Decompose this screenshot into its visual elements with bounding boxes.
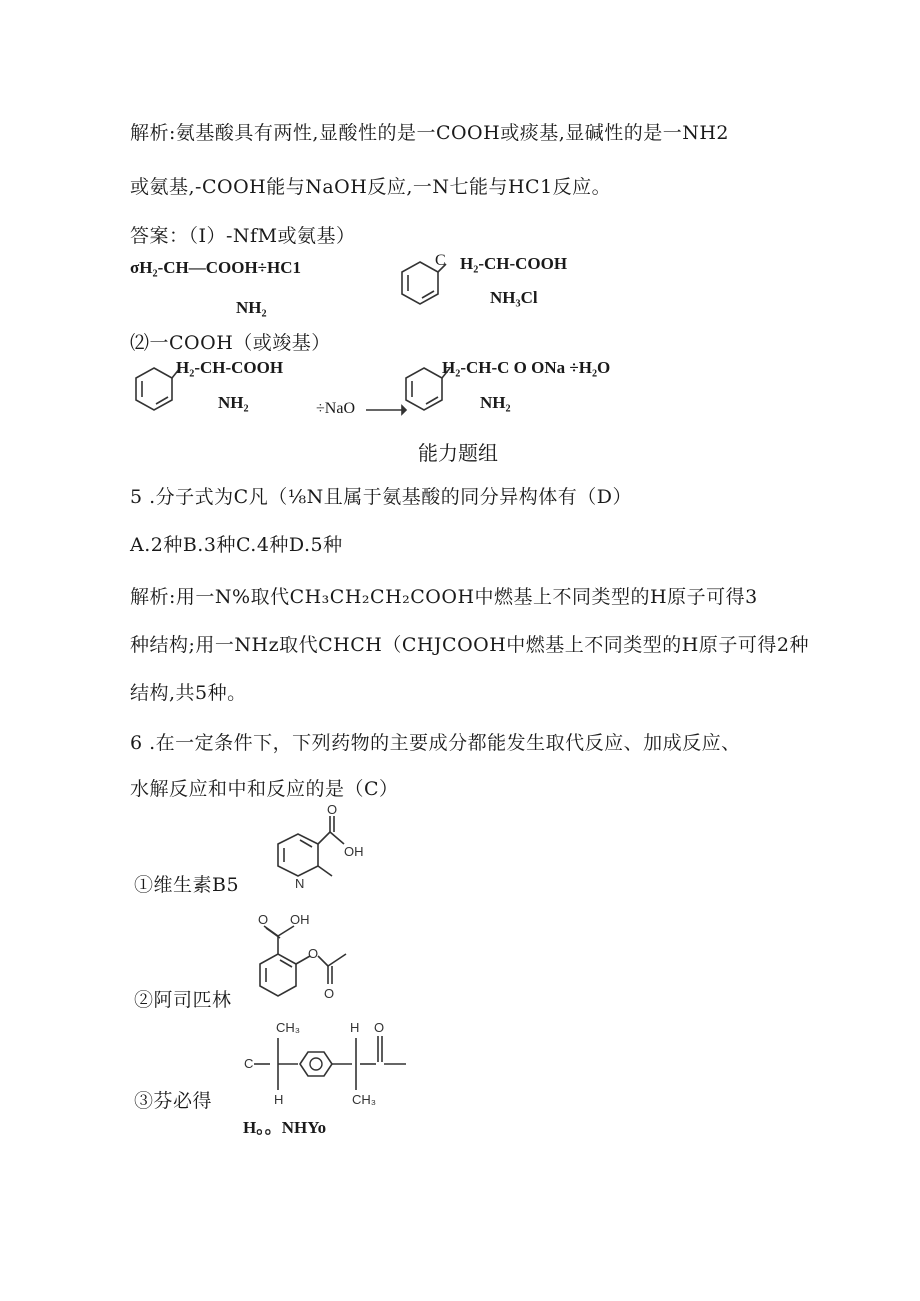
- item3-ch3-bottom-text: CH₃: [352, 1092, 377, 1107]
- q4-part2: ⑵一COOH（或竣基）: [130, 332, 331, 354]
- eq2-left-nh2: NH₂: [218, 393, 249, 412]
- q6-item2-label: ②阿司匹林: [134, 989, 232, 1011]
- section-title: 能力题组: [418, 441, 498, 465]
- q4-analysis-line1: 解析:氨基酸具有两性,显酸性的是一COOH或痰基,显碱性的是一NH2: [130, 122, 730, 144]
- eq2-reagent: ÷NaO: [316, 400, 355, 417]
- item2-oh-text: OH: [290, 912, 310, 927]
- item1-o-text: O: [327, 802, 338, 817]
- item1-n-text: N: [295, 876, 305, 891]
- item2-o-text: O: [258, 912, 269, 927]
- item3-h-bottom-text: H: [274, 1092, 284, 1107]
- eq1-left-nh2: NH₂: [236, 298, 267, 317]
- eq1-right-nh3cl: NH₃Cl: [490, 288, 538, 307]
- q4-analysis-line2: 或氨基,-COOH能与NaOH反应,一N七能与HC1反应。: [130, 176, 612, 198]
- q4-answer: 答案：（I）-NfM或氨基）: [130, 225, 356, 247]
- vitamin-b5-structure-icon: [250, 802, 364, 894]
- q6-item3-footer: H。。NHYo: [243, 1118, 327, 1137]
- item3-c-left-text: C: [244, 1056, 254, 1071]
- q6-stem-line2: 水解反应和中和反应的是（C）: [130, 778, 399, 800]
- item2-ester-o-text: O: [308, 946, 319, 961]
- q5-analysis-line3: 结构,共5种。: [130, 682, 247, 704]
- q5-stem: 5 .分子式为C凡（⅛N且属于氨基酸的同分异构体有（D）: [130, 486, 632, 508]
- q6-item3-label: ③芬必得: [134, 1090, 213, 1112]
- item1-oh-text: OH: [344, 844, 364, 859]
- q6-item1-label: ①维生素B5: [134, 874, 240, 896]
- eq2-right-nh2: NH₂: [480, 393, 511, 412]
- item3-ch3-top-text: CH₃: [276, 1020, 301, 1035]
- item3-o-text: O: [374, 1020, 385, 1035]
- eq1-right-chain: H₂-CH-COOH: [460, 254, 568, 273]
- eq1-left-formula: σH₂-CH—COOH÷HC1: [130, 258, 302, 277]
- q5-options: A.2种B.3种C.4种D.5种: [130, 534, 343, 556]
- q5-analysis-line2: 种结构;用一NHz取代CHCH（CHJCOOH中燃基上不同类型的H原子可得2种: [130, 634, 809, 656]
- item3-h-top-text: H: [350, 1020, 360, 1035]
- item2-carbonyl-o-text: O: [324, 986, 335, 1001]
- eq1-right-c: C: [435, 252, 446, 269]
- q5-analysis-line1: 解析:用一N%取代CH₃CH₂CH₂COOH中燃基上不同类型的H原子可得3: [130, 586, 758, 608]
- eq2-left-benzene-ring-icon: [130, 356, 182, 422]
- q6-stem-line1: 6 .在一定条件下，下列药物的主要成分都能发生取代反应、加成反应、: [130, 732, 741, 754]
- fenbid-structure-icon: [240, 1018, 410, 1110]
- aspirin-structure-icon: [250, 904, 370, 1008]
- eq2-right-chain: H₂-CH-C O ONa ÷H₂O: [442, 358, 611, 377]
- eq2-left-chain: H₂-CH-COOH: [176, 358, 284, 377]
